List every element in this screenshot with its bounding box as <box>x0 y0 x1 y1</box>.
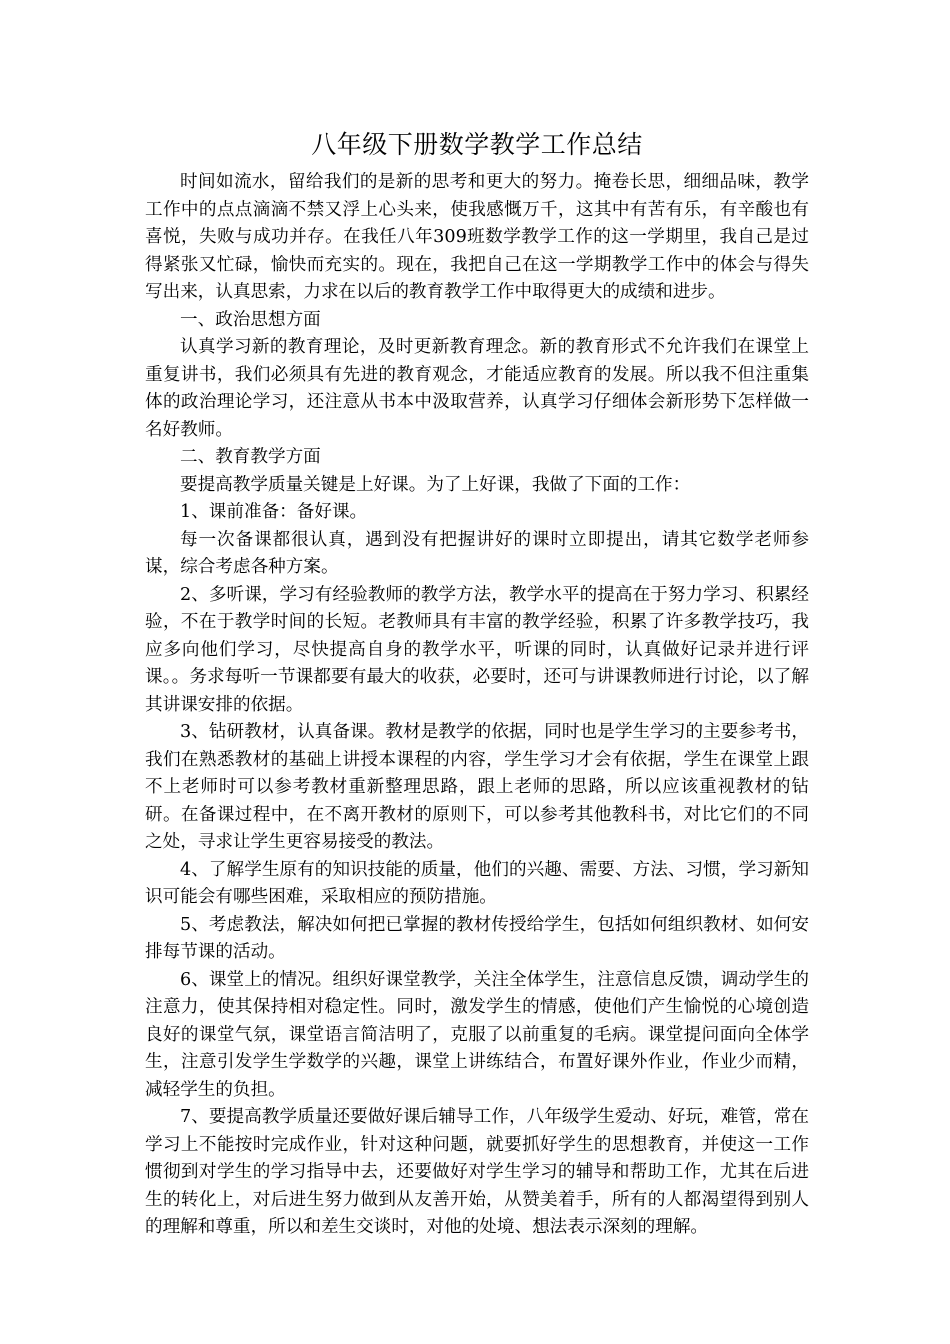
list-item-6: 6、课堂上的情况。组织好课堂教学，关注全体学生，注意信息反馈，调动学生的注意力，使其保持相对稳定性。同时，激发学生的情感，使他们产生愉悦的心境创造良好的课堂气氛，课堂语言简洁明了，克服了以前重复的毛病。课堂提问面向全体学生，注意引发学生学数学的兴趣，课堂上讲练结合，布置好课外作业，作业少而精，减轻学生的负担。 <box>145 969 809 1100</box>
list-item-5: 5、考虑教法，解决如何把已掌握的教材传授给学生，包括如何组织教材、如何安排每节课的活动。 <box>145 914 809 962</box>
section-heading-politics: 一、政治思想方面 <box>180 309 321 330</box>
paragraph-teaching-intro: 要提高教学质量关键是上好课。为了上好课，我做了下面的工作： <box>180 474 691 495</box>
paragraph-politics: 认真学习新的教育理论，及时更新教育理念。新的教育形式不允许我们在课堂上重复讲书，我们必须具有先进的教育观念，才能适应教育的发展。所以我不但注重集体的政治理论学习，还注意从书本中汲取营养，认真学习仔细体会新形势下怎样做一名好教师。 <box>145 337 809 440</box>
list-item-2: 2、多听课，学习有经验教师的教学方法，教学水平的提高在于努力学习、积累经验，不在于教学时间的长短。老教师具有丰富的教学经验，积累了许多教学技巧，我应多向他们学习，尽快提高自身的教学水平，听课的同时，认真做好记录并进行评课。。务求每听一节课都要有最大的收获，必要时，还可与讲课教师进行讨论，以了解其讲课安排的依据。 <box>145 584 809 715</box>
paragraph-intro: 时间如流水，留给我们的是新的思考和更大的努力。掩卷长思，细细品味，教学工作中的点点滴滴不禁又浮上心头来，使我感慨万千，这其中有苦有乐，有辛酸也有喜悦，失败与成功并存。在我任八年309班数学教学工作的这一学期里，我自己是过得紧张又忙碌，愉快而充实的。现在，我把自己在这一学期教学工作中的体会与得失写出来，认真思索，力求在以后的教育教学工作中取得更大的成绩和进步。 <box>145 172 809 302</box>
document-title: 八年级下册数学教学工作总结 <box>311 130 643 159</box>
list-item-3: 3、钻研教材，认真备课。教材是教学的依据，同时也是学生学习的主要参考书，我们在熟悉教材的基础上讲授本课程的内容，学生学习才会有依据，学生在课堂上跟不上老师时可以参考教材重新整理思路，跟上老师的思路，所以应该重视教材的钻研。在备课过程中，在不离开教材的原则下，可以参考其他教科书，对比它们的不同之处，寻求让学生更容易接受的教法。 <box>145 722 809 852</box>
list-item-1: 1、课前准备：备好课。 <box>180 502 368 522</box>
document-page <box>145 127 809 1242</box>
paragraph-lesson-prep: 每一次备课都很认真，遇到没有把握讲好的课时立即提出，请其它数学老师参谋，综合考虑各种方案。 <box>145 529 809 577</box>
list-item-4: 4、了解学生原有的知识技能的质量，他们的兴趣、需要、方法、习惯，学习新知识可能会有哪些困难，采取相应的预防措施。 <box>145 859 809 907</box>
section-heading-teaching: 二、教育教学方面 <box>180 447 321 467</box>
list-item-7: 7、要提高教学质量还要做好课后辅导工作，八年级学生爱动、好玩，难管，常在学习上不能按时完成作业，针对这种问题，就要抓好学生的思想教育，并使这一工作惯彻到对学生的学习指导中去，还要做好对学生学习的辅导和帮助工作，尤其在后进生的转化上，对后进生努力做到从友善开始，从赞美着手，所有的人都渴望得到别人的理解和尊重，所以和差生交谈时，对他的处境、想法表示深刻的理解。 <box>145 1107 809 1237</box>
